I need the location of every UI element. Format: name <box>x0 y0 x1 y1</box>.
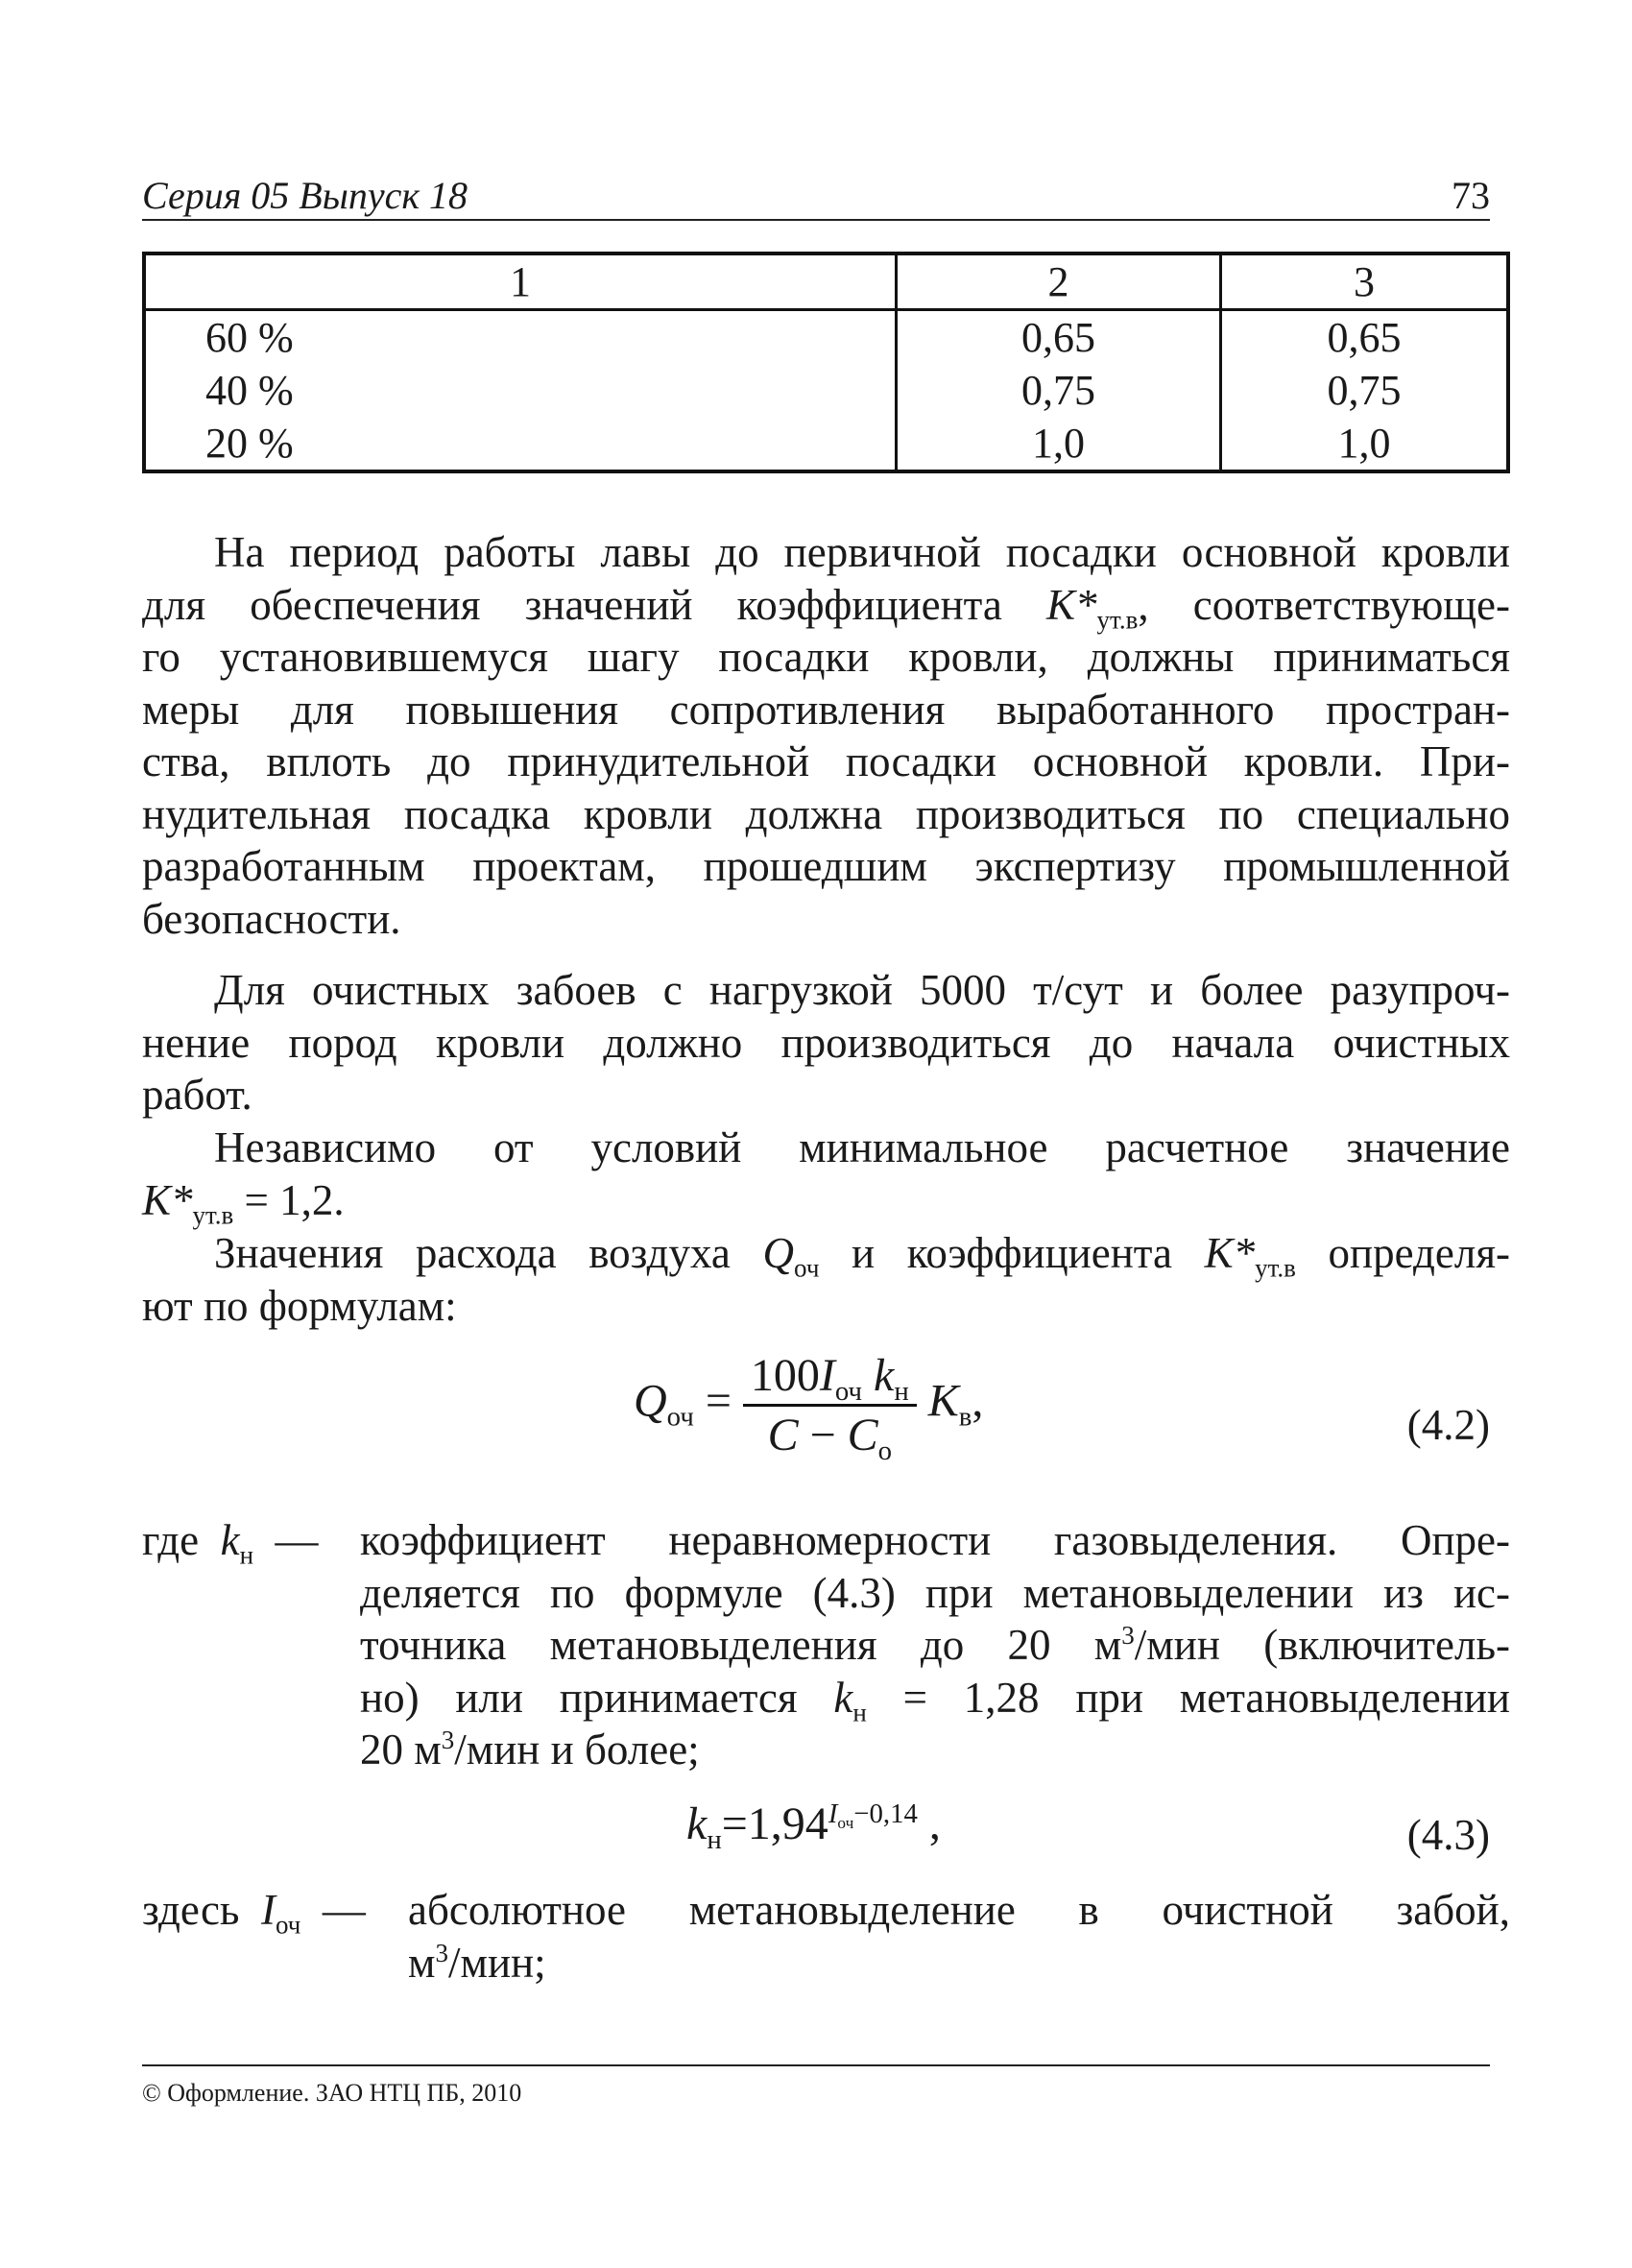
text-line: коэффициент неравномерности газовыделения. Опре- <box>360 1516 1510 1564</box>
running-header-series: Серия 05 Выпуск 18 <box>142 174 468 217</box>
table-header-cell: 1 <box>144 253 897 310</box>
equation-number-4-2: (4.2) <box>1406 1401 1490 1449</box>
text-line: нение пород кровли должно производиться до начала очистных <box>142 1018 1510 1067</box>
table-cell: 1,0 <box>897 417 1221 471</box>
footer-copyright: © Оформление. ЗАО НТЦ ПБ, 2010 <box>142 2079 522 2107</box>
text-line: нудительная посадка кровли должна производиться по специально <box>142 789 1510 838</box>
text-line: деляется по формуле (4.3) при метановыделении из ис- <box>360 1568 1510 1617</box>
equation-number-4-3: (4.3) <box>1406 1811 1490 1859</box>
page-number: 73 <box>1452 174 1490 217</box>
table-cell: 0,65 <box>1221 310 1509 365</box>
table-header-cell: 3 <box>1221 253 1509 310</box>
text-line: Независимо от условий минимальное расчетное значение <box>214 1123 1510 1171</box>
text-line: ства, вплоть до принудительной посадки основной кровли. При- <box>142 737 1510 785</box>
text-line: но) или принимается $k_н = 1,28$ при метановыделении <box>360 1673 1511 1726</box>
table-cell: 0,65 <box>897 310 1221 365</box>
text-line: для обеспечения значений коэффициента $K*_{ут.в}$, соответствующе- <box>142 580 1511 634</box>
paragraph-high-load-faces <box>142 964 1510 1122</box>
text-line: ют по формулам: <box>142 1281 457 1330</box>
coefficient-table <box>142 252 1510 473</box>
table-cell: 0,75 <box>897 364 1221 417</box>
text-line: безопасности. <box>142 894 401 943</box>
text-line: $м^3$/мин; <box>408 1938 546 1987</box>
text-line: На период работы лавы до первичной посадки основной кровли <box>214 528 1510 576</box>
table-cell: 40 % <box>205 367 294 414</box>
table-header-row <box>144 253 1508 310</box>
formula-4-3: $k_н=1,94^{I_{оч}-0,14}$ , <box>686 1798 941 1856</box>
table-cell: 20 % <box>205 420 294 467</box>
definition-ioch-term: здесь $I_{оч}$ — <box>142 1886 366 1940</box>
table-cell: 0,75 <box>1221 364 1509 417</box>
text-line: го установившемуся шагу посадки кровли, должны приниматься <box>142 633 1510 681</box>
text-line: точника метановыделения до 20 $м^3$/мин (включитель- <box>360 1621 1510 1669</box>
text-line: Для очистных забоев с нагрузкой 5000 т/сут и более разупроч- <box>214 966 1510 1014</box>
text-line: меры для повышения сопротивления выработанного простран- <box>142 685 1510 734</box>
table-cell: 60 % <box>205 314 294 361</box>
table-row <box>144 364 1508 417</box>
formula-fraction: $\frac{100I_{оч} k_н}{C - C_о}$ <box>743 1349 917 1461</box>
paragraph-formulas-intro <box>142 1227 1510 1332</box>
text-line: абсолютное метановыделение в очистной забой, <box>408 1886 1510 1934</box>
formula-4-2: $Q_{оч}$ = $\frac{100I_{оч} k_н}{C - C_о}$ $K_в$, <box>634 1350 984 1467</box>
text-line: работ. <box>142 1071 252 1119</box>
table-cell: 1,0 <box>1221 417 1509 471</box>
table-row <box>144 417 1508 471</box>
header-divider <box>142 219 1490 221</box>
table-header-cell: 2 <box>897 253 1221 310</box>
paragraph-roof-caving <box>142 526 1510 945</box>
text-line: Значения расхода воздуха $Q_{оч}$ и коэффициента $K*_{ут.в}$ определя- <box>214 1229 1511 1283</box>
table-row <box>144 310 1508 365</box>
text-line: разработанным проектам, прошедшим экспертизу промышленной <box>142 842 1510 890</box>
text-line: $K*_{ут.в} = 1,2$. <box>142 1175 345 1229</box>
footer-divider <box>142 2064 1490 2066</box>
definition-kn-term: где $k_н$ — <box>142 1516 319 1570</box>
text-line: 20 $м^3$/мин и более; <box>360 1725 700 1773</box>
paragraph-minimum-value <box>142 1122 1510 1229</box>
definition-ioch-body <box>408 1884 1510 1989</box>
definition-kn-body <box>360 1514 1510 1776</box>
